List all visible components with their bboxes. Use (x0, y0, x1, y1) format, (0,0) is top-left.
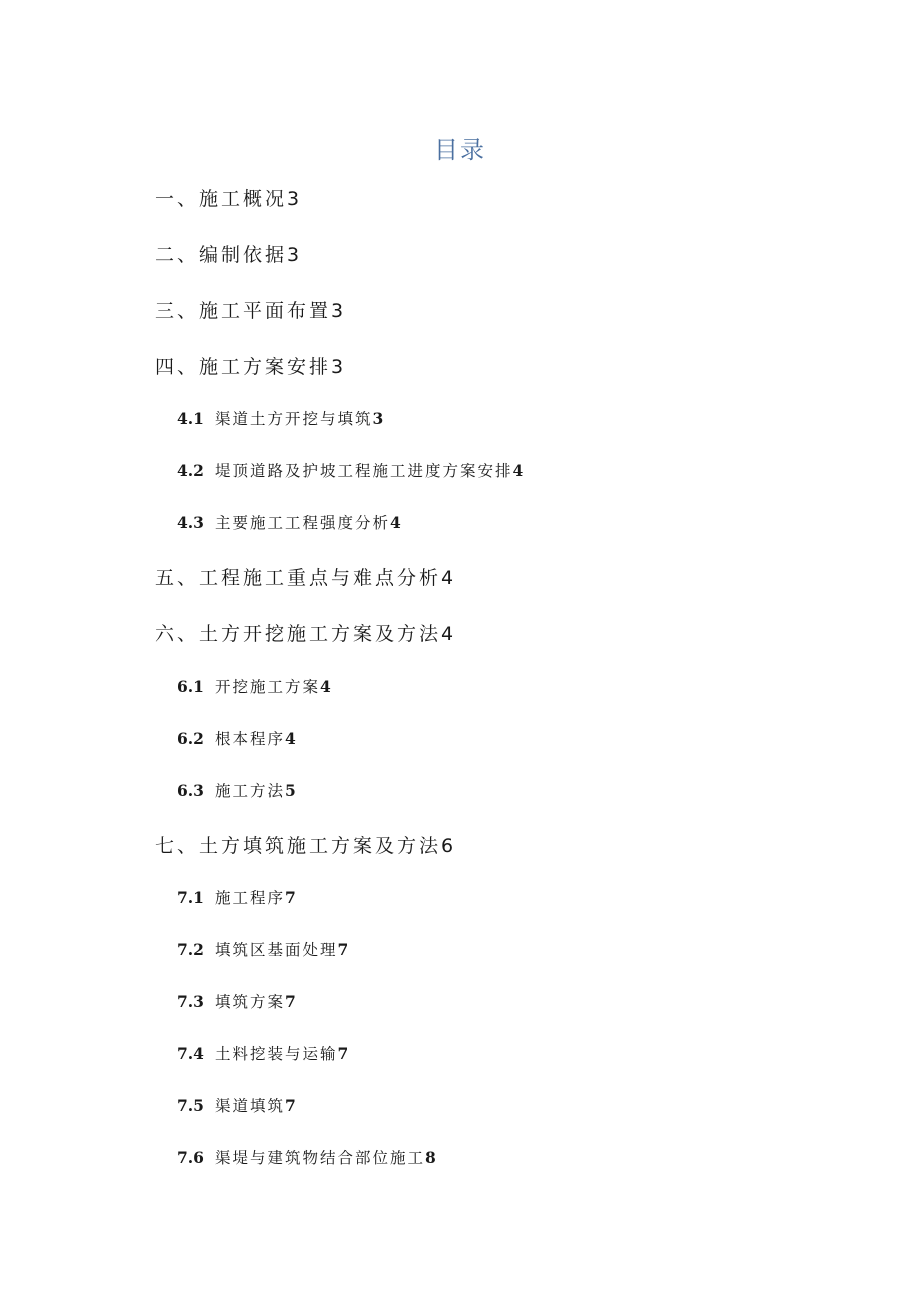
toc-entry-page: 3 (287, 188, 300, 210)
toc-entry-page: 4 (285, 729, 296, 748)
toc-entry-text: 二、编制依据 (155, 244, 288, 266)
toc-entry-text: 七、土方填筑施工方案及方法 (155, 835, 442, 857)
toc-entry-2[interactable] (155, 240, 299, 267)
toc-entry-4-1[interactable] (177, 407, 383, 429)
toc-entry-page: 5 (285, 781, 296, 800)
toc-entry-page: 3 (372, 409, 384, 428)
toc-entry-page: 7 (285, 992, 296, 1011)
toc-entry-number: 7.3 (177, 992, 204, 1011)
toc-entry-7-6[interactable] (177, 1146, 436, 1168)
toc-entry-page: 7 (337, 1044, 349, 1063)
toc-entry-text: 渠堤与建筑物结合部位施工 (215, 1149, 426, 1167)
toc-entry-7-3[interactable] (177, 990, 296, 1012)
toc-entry-4-3[interactable] (177, 511, 401, 533)
toc-entry-text: 开挖施工方案 (215, 678, 321, 696)
toc-entry-number: 7.6 (177, 1148, 204, 1167)
toc-entry-number: 7.5 (177, 1096, 204, 1115)
toc-entry-number: 6.2 (177, 729, 204, 748)
toc-entry-number: 4.1 (177, 409, 204, 428)
toc-entry-number: 7.1 (177, 888, 204, 907)
toc-entry-text: 施工程序 (215, 889, 286, 907)
toc-entry-text: 填筑区基面处理 (215, 941, 338, 959)
toc-entry-page: 3 (287, 244, 300, 266)
toc-entry-text: 五、工程施工重点与难点分析 (155, 567, 442, 589)
toc-entry-page: 7 (285, 888, 296, 907)
toc-title: 目录 (434, 136, 486, 164)
toc-entry-number: 4.2 (177, 461, 204, 480)
toc-entry-page: 4 (512, 461, 524, 480)
toc-entry-7-2[interactable] (177, 938, 348, 960)
toc-entry-6-3[interactable] (177, 779, 296, 801)
toc-entry-page: 4 (441, 623, 454, 645)
toc-entry-text: 四、施工方案安排 (155, 356, 332, 378)
toc-entry-number: 7.4 (177, 1044, 204, 1063)
toc-entry-number: 7.2 (177, 940, 204, 959)
toc-entry-7-1[interactable] (177, 886, 296, 908)
toc-entry-number: 4.3 (177, 513, 204, 532)
toc-entry-number: 6.1 (177, 677, 204, 696)
toc-entry-page: 4 (320, 677, 331, 696)
toc-entry-5[interactable] (155, 563, 453, 590)
toc-entry-page: 7 (337, 940, 349, 959)
toc-entry-text: 六、土方开挖施工方案及方法 (155, 623, 442, 645)
toc-entry-4-2[interactable] (177, 459, 523, 481)
toc-entry-page: 3 (331, 356, 344, 378)
toc-entry-6[interactable] (155, 619, 453, 646)
toc-entry-text: 主要施工工程强度分析 (215, 514, 391, 532)
toc-entry-page: 6 (441, 835, 454, 857)
toc-entry-text: 填筑方案 (215, 993, 286, 1011)
toc-entry-text: 渠道土方开挖与填筑 (215, 410, 373, 428)
toc-entry-page: 3 (331, 300, 344, 322)
toc-entry-text: 三、施工平面布置 (155, 300, 332, 322)
toc-entry-page: 4 (441, 567, 454, 589)
toc-entry-page: 8 (425, 1148, 436, 1167)
toc-entry-6-2[interactable] (177, 727, 296, 749)
toc-entry-7[interactable] (155, 831, 453, 858)
toc-entry-text: 渠道填筑 (215, 1097, 286, 1115)
toc-entry-page: 7 (285, 1096, 296, 1115)
toc-entry-7-4[interactable] (177, 1042, 348, 1064)
toc-entry-page: 4 (390, 513, 401, 532)
toc-entry-text: 堤顶道路及护坡工程施工进度方案安排 (215, 462, 513, 480)
toc-entry-text: 根本程序 (215, 730, 286, 748)
toc-entry-7-5[interactable] (177, 1094, 296, 1116)
toc-entry-1[interactable] (155, 184, 299, 211)
toc-entry-text: 施工方法 (215, 782, 286, 800)
toc-entry-text: 土料挖装与运输 (215, 1045, 338, 1063)
toc-entry-text: 一、施工概况 (155, 188, 288, 210)
toc-entry-number: 6.3 (177, 781, 204, 800)
toc-entry-4[interactable] (155, 352, 343, 379)
toc-entry-3[interactable] (155, 296, 343, 323)
toc-entry-6-1[interactable] (177, 675, 331, 697)
